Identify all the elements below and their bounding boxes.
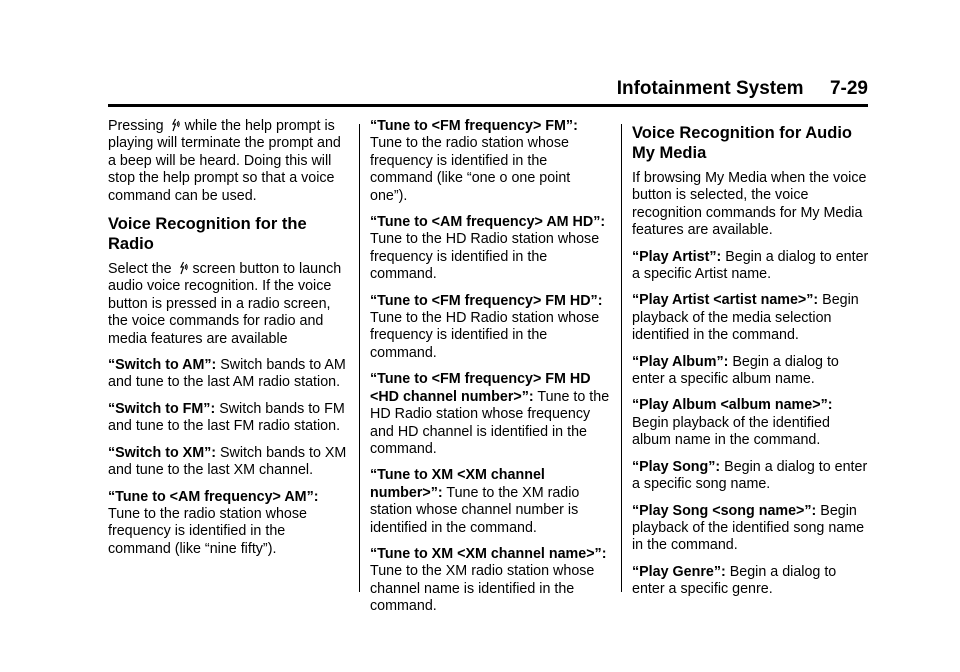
command-term: “Tune to <AM frequency> AM HD”: bbox=[370, 214, 606, 231]
command-entry bbox=[632, 249, 872, 284]
command-entry bbox=[370, 371, 610, 458]
command-entry bbox=[370, 293, 610, 363]
command-term: “Play Genre”: bbox=[632, 563, 726, 580]
header-title bbox=[617, 78, 868, 100]
command-desc: Tune to the radio station whose frequency is identified in the command (like “nine fifty”). bbox=[108, 505, 307, 557]
command-desc: Tune to the radio station whose frequency is identified in the command (like “one o one point one”). bbox=[370, 135, 571, 204]
command-entry bbox=[370, 214, 610, 284]
column-3 bbox=[632, 118, 872, 608]
command-entry bbox=[632, 397, 872, 449]
command-entry bbox=[632, 292, 872, 344]
command-entry bbox=[632, 503, 872, 555]
command-desc: Begin playback of the identified album name in the command. bbox=[632, 414, 830, 449]
command-entry bbox=[108, 445, 348, 480]
command-term: “Play Song <song name>”: bbox=[632, 502, 817, 519]
help-prompt-paragraph: Pressing while the help prompt is playing will terminate the prompt and a beep will be heard. Doing this will stop the help prompt so that a voice command can be used. bbox=[108, 118, 341, 204]
command-entry bbox=[632, 564, 872, 599]
command-term: “Play Artist <artist name>”: bbox=[632, 292, 819, 309]
command-term: “Switch to XM”: bbox=[108, 444, 217, 461]
command-desc: Switch bands to AM and tune to the last AM radio station. bbox=[108, 357, 346, 391]
command-desc: Begin a dialog to enter a specific genre. bbox=[632, 563, 837, 598]
command-term: “Tune to <AM frequency> AM”: bbox=[108, 488, 319, 505]
command-term: “Tune to <FM frequency> FM HD <HD channel number>”: bbox=[370, 371, 591, 405]
voice-recognition-icon bbox=[169, 118, 180, 132]
column-divider bbox=[621, 124, 622, 592]
column-2 bbox=[370, 118, 610, 625]
command-entry bbox=[108, 489, 348, 559]
section-title: Infotainment System bbox=[616, 78, 804, 99]
command-desc: Switch bands to XM and tune to the last XM channel. bbox=[108, 444, 347, 479]
command-term: “Tune to <FM frequency> FM HD”: bbox=[370, 292, 603, 309]
command-desc: Tune to the HD Radio station whose frequency is identified in the command. bbox=[370, 231, 600, 283]
command-term: “Play Album <album name>”: bbox=[632, 397, 833, 414]
command-desc: Tune to the HD Radio station whose frequency is identified in the command. bbox=[370, 310, 600, 361]
command-desc: Begin a dialog to enter a specific album name. bbox=[632, 353, 839, 388]
command-desc: Tune to the XM radio station whose channel name is identified in the command. bbox=[370, 563, 595, 615]
column-divider bbox=[359, 124, 360, 592]
command-entry bbox=[632, 354, 872, 389]
command-entry bbox=[632, 459, 872, 494]
command-desc: Begin a dialog to enter a specific Artist name. bbox=[632, 248, 869, 283]
command-desc: Begin a dialog to enter a specific song name. bbox=[632, 458, 868, 493]
command-desc: Begin playback of the identified song name in the command. bbox=[632, 502, 865, 554]
my-media-intro-paragraph: If browsing My Media when the voice button is selected, the voice recognition commands for My Media features are available. bbox=[632, 170, 867, 239]
header-rule bbox=[108, 104, 868, 107]
command-entry bbox=[108, 357, 348, 392]
command-term: “Switch to AM”: bbox=[108, 357, 217, 374]
command-desc: Begin playback of the media selection identified in the command. bbox=[632, 292, 859, 344]
command-entry bbox=[370, 467, 610, 537]
command-term: “Play Song”: bbox=[632, 458, 721, 475]
command-entry bbox=[370, 118, 610, 205]
command-term: “Tune to XM <XM channel name>”: bbox=[370, 545, 607, 562]
page-number: 7-29 bbox=[829, 78, 868, 99]
voice-recognition-icon bbox=[177, 261, 188, 275]
radio-intro-paragraph: Select the screen button to launch audio voice recognition. If the voice button is pressed in a radio screen, the voice commands for radio and media features are available bbox=[108, 261, 342, 347]
command-entry bbox=[108, 401, 348, 436]
command-term: “Play Album”: bbox=[632, 353, 729, 370]
command-desc: Tune to the XM radio station whose channel number is identified in the command. bbox=[370, 484, 580, 536]
command-desc: Switch bands to FM and tune to the last FM radio station. bbox=[108, 400, 345, 435]
command-term: “Play Artist”: bbox=[632, 248, 722, 265]
command-desc: Tune to the HD Radio station whose frequency and HD channel is identified in the command. bbox=[370, 388, 610, 457]
heading-voice-recognition-radio: Voice Recognition for the Radio bbox=[108, 215, 307, 254]
column-1 bbox=[108, 118, 348, 567]
command-term: “Tune to <FM frequency> FM”: bbox=[370, 118, 578, 134]
heading-voice-recognition-my-media: Voice Recognition for Audio My Media bbox=[632, 124, 852, 162]
command-term: “Tune to XM <XM channel number>”: bbox=[370, 467, 545, 501]
command-entry bbox=[370, 546, 610, 616]
command-term: “Switch to FM”: bbox=[108, 400, 216, 417]
page-header bbox=[108, 78, 868, 100]
